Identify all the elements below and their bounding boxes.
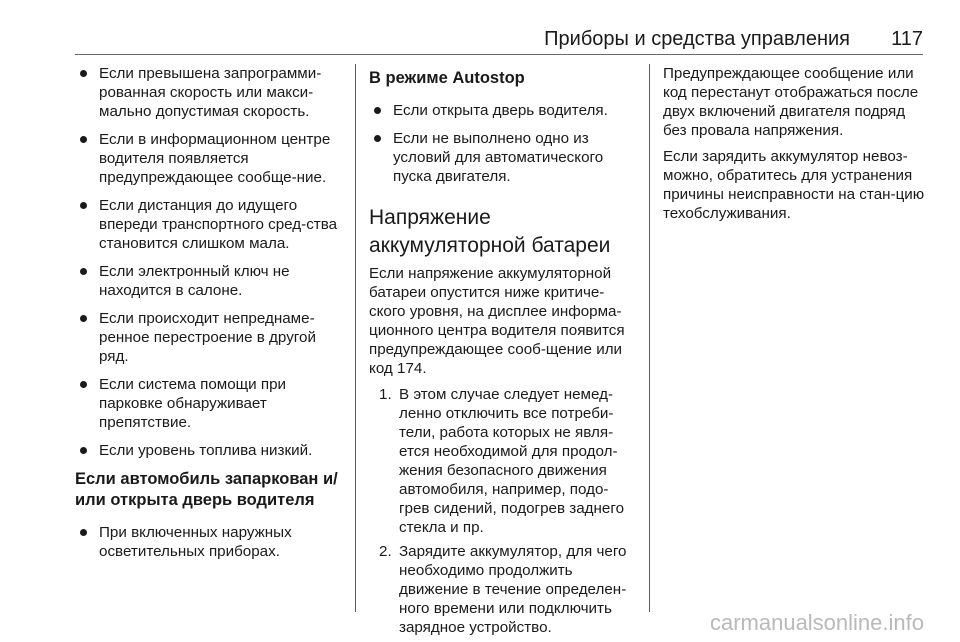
column-3 [663,64,925,230]
subheading-autostop: В режиме Autostop [369,69,525,87]
bullet-list-3 [369,101,637,186]
page-title: Приборы и средства управления [544,28,850,50]
column-divider-2 [649,64,650,612]
list-item: Если не выполнено одно из условий для автоматического пуска двигателя. [369,129,637,186]
page-header [0,26,960,62]
watermark: carmanualsonline.info [709,610,924,635]
list-item: Если дистанция до идущего впереди транспортного сред-ства становится слишком мала. [75,196,343,253]
header-rule [75,54,923,55]
subheading-parked: Если автомобиль запаркован и/или открыта дверь водителя [75,470,338,509]
step-number: 1. [379,386,392,403]
step-text: В этом случае следует немед-ленно отключить все потреби-тели, работа которых не явля-ется необходимой для продол-жения безопасного движения автомобиля, например, подо-грев сидений, подогрев заднего стекла и пр. [399,386,625,536]
section-heading-battery: Напряжение аккумуляторной батареи [369,206,611,257]
page-number: 117 [891,28,923,50]
numbered-list [369,385,637,637]
paragraph-battery: Если напряжение аккумуляторной батареи опустится ниже критиче-ского уровня, на дисплее информа-ционного центра водителя появится предупреждающее сооб-щение или код 174. [369,265,625,377]
list-item [369,542,637,637]
list-item: Если происходит непреднаме-ренное перестроение в другой ряд. [75,309,343,366]
list-item [369,385,637,537]
list-item: Если открыта дверь водителя. [369,101,637,120]
step-text: Зарядите аккумулятор, для чего необходимо продолжить движение в течение определен-ного времени или подключить зарядное устройство. [399,543,627,636]
paragraph: Предупреждающее сообщение или код перестанут отображаться после двух включений двигателя подряд без провала напряжения. [663,65,919,139]
column-2 [369,64,637,642]
list-item: При включенных наружных осветительных приборах. [75,523,343,561]
bullet-list-2 [75,523,343,561]
list-item: Если в информационном центре водителя появляется предупреждающее сообще-ние. [75,130,343,187]
list-item: Если уровень топлива низкий. [75,441,343,460]
paragraph: Если зарядить аккумулятор невоз-можно, обратитесь для устранения причины неисправности на стан-цию техобслуживания. [663,148,925,222]
column-divider-1 [355,64,356,612]
step-number: 2. [379,543,392,560]
column-1 [75,64,343,570]
bullet-list-1 [75,64,343,460]
list-item: Если превышена запрограмми-рованная скорость или макси-мально допустимая скорость. [75,64,343,121]
list-item: Если электронный ключ не находится в салоне. [75,262,343,300]
list-item: Если система помощи при парковке обнаруживает препятствие. [75,375,343,432]
